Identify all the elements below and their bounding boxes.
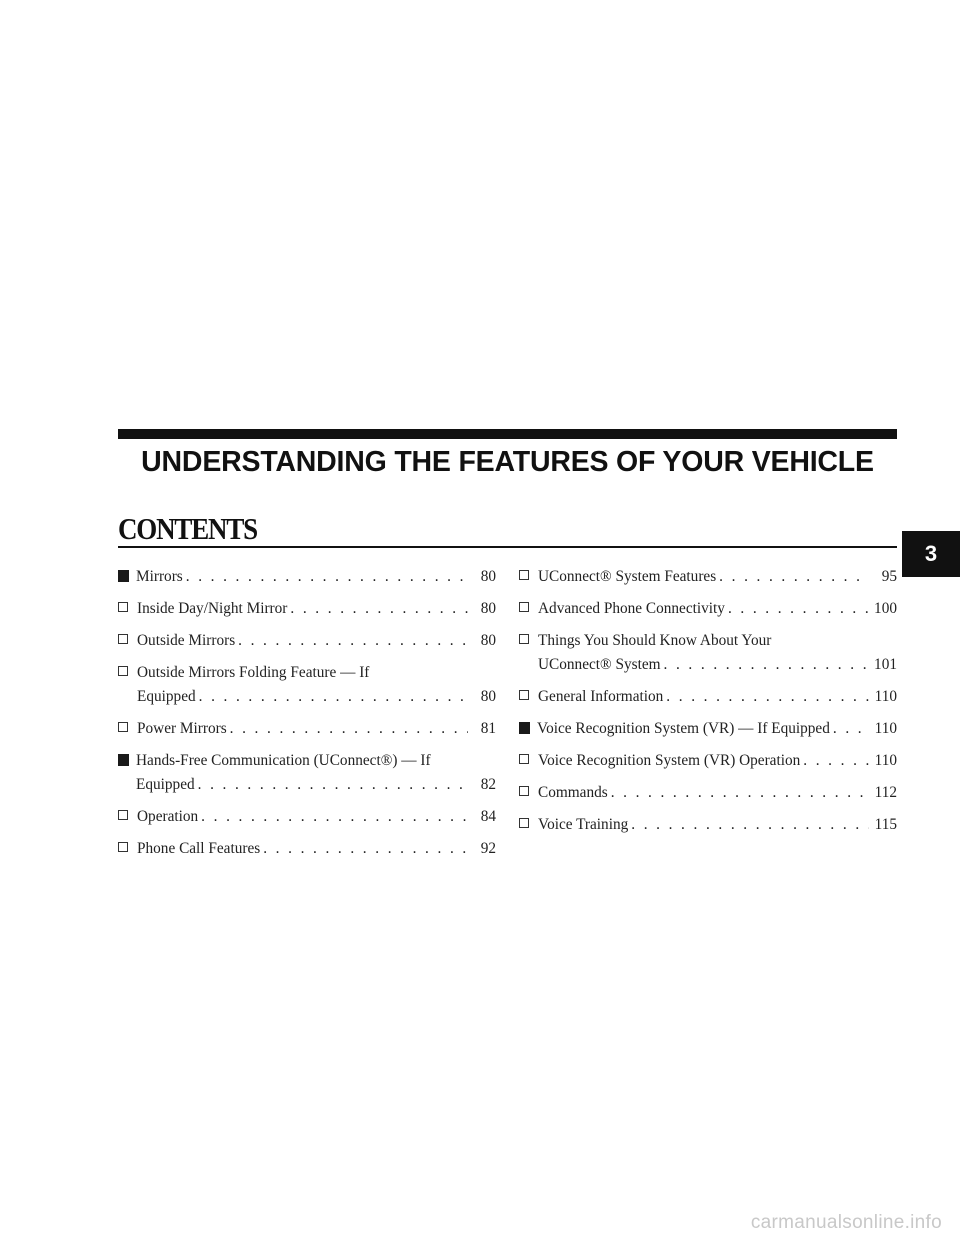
dot-leader (263, 837, 468, 861)
toc-entry-title: Inside Day/Night Mirror (137, 600, 288, 617)
toc-entry-title: Things You Should Know About Your (538, 632, 772, 649)
toc-entry-line (538, 653, 897, 677)
dot-leader (198, 773, 468, 797)
toc-subsection-entry[interactable] (519, 813, 897, 837)
dot-leader (290, 597, 468, 621)
dot-leader (833, 717, 869, 741)
toc-entry-line (136, 565, 496, 589)
toc-entry-title: Operation (137, 808, 199, 825)
toc-left-column (118, 565, 496, 869)
toc-subsection-entry[interactable] (118, 597, 496, 621)
toc-page-number: 84 (480, 808, 496, 825)
toc-entry-title: Equipped (136, 776, 195, 793)
toc-subsection-entry[interactable] (519, 565, 897, 589)
dot-leader (728, 597, 868, 621)
toc-entry-line (136, 773, 496, 797)
watermark: carmanualsonline.info (750, 1212, 942, 1233)
toc-page-number: 80 (480, 632, 496, 649)
toc-entry-title: Outside Mirrors (137, 632, 236, 649)
toc-entry-title: Mirrors (136, 568, 183, 585)
dot-leader (803, 749, 868, 773)
toc-entry-title: Voice Recognition System (VR) — If Equipped (537, 720, 830, 737)
toc-entry-title: Commands (538, 784, 608, 801)
open-square-bullet-icon (519, 781, 529, 805)
toc-entry-line (137, 597, 496, 621)
toc-subsection-entry[interactable] (519, 781, 897, 805)
toc-page-number: 95 (881, 568, 897, 585)
toc-entry-line (137, 685, 496, 709)
dot-leader (201, 805, 468, 829)
dot-leader (611, 781, 869, 805)
toc-subsection-entry[interactable] (118, 717, 496, 741)
toc-entry-title: Voice Recognition System (VR) Operation (538, 752, 801, 769)
filled-square-bullet-icon (118, 565, 129, 589)
toc-subsection-entry[interactable] (519, 749, 897, 773)
open-square-bullet-icon (118, 837, 128, 861)
dot-leader (230, 717, 468, 741)
toc-entry-title: Phone Call Features (137, 840, 261, 857)
toc-page-number: 80 (480, 688, 496, 705)
open-square-bullet-icon (519, 565, 529, 589)
open-square-bullet-icon (519, 629, 529, 653)
toc-entry-line (136, 749, 496, 773)
filled-square-bullet-icon (519, 717, 530, 741)
toc-entry-line (538, 749, 897, 773)
dot-leader (199, 685, 468, 709)
contents-rule (118, 546, 897, 548)
toc-page-number: 100 (874, 600, 897, 617)
toc-entry-line (137, 805, 496, 829)
toc-entry-title: General Information (538, 688, 664, 705)
toc-subsection-entry[interactable] (519, 597, 897, 621)
toc-entry-title: Voice Training (538, 816, 629, 833)
toc-page-number: 80 (480, 568, 496, 585)
toc-entry-title: UConnect® System (538, 656, 661, 673)
filled-square-bullet-icon (118, 749, 129, 773)
dot-leader (719, 565, 869, 589)
chapter-tab[interactable]: 3 (902, 531, 960, 577)
toc-entry-line (538, 685, 897, 709)
contents-heading: CONTENTS (118, 512, 257, 546)
open-square-bullet-icon (118, 661, 128, 685)
toc-entry-line (538, 629, 897, 653)
dot-leader (664, 653, 869, 677)
toc-subsection-entry[interactable] (118, 661, 496, 709)
toc-page-number: 80 (480, 600, 496, 617)
dot-leader (631, 813, 868, 837)
toc-entry-title: Outside Mirrors Folding Feature — If (137, 664, 370, 681)
open-square-bullet-icon (519, 685, 529, 709)
toc-subsection-entry[interactable] (118, 837, 496, 861)
toc-page-number: 115 (874, 816, 897, 833)
toc-section-entry[interactable] (118, 749, 496, 797)
toc-entry-title: Power Mirrors (137, 720, 227, 737)
open-square-bullet-icon (519, 813, 529, 837)
toc-page-number: 110 (874, 720, 897, 737)
toc-entry-line (538, 813, 897, 837)
open-square-bullet-icon (118, 717, 128, 741)
toc-page-number: 92 (480, 840, 496, 857)
toc-entry-title: Equipped (137, 688, 196, 705)
toc-subsection-entry[interactable] (519, 685, 897, 709)
dot-leader (666, 685, 868, 709)
toc-subsection-entry[interactable] (118, 629, 496, 653)
toc-entry-line (538, 597, 897, 621)
toc-entry-title: Advanced Phone Connectivity (538, 600, 725, 617)
toc-entry-title: UConnect® System Features (538, 568, 717, 585)
toc-page-number: 110 (874, 752, 897, 769)
toc-page-number: 112 (874, 784, 897, 801)
chapter-title: UNDERSTANDING THE FEATURES OF YOUR VEHICLE (141, 446, 874, 478)
open-square-bullet-icon (118, 629, 128, 653)
toc-page-number: 81 (480, 720, 496, 737)
toc-entry-line (137, 717, 496, 741)
toc-entry-line (137, 629, 496, 653)
open-square-bullet-icon (118, 597, 128, 621)
toc-page-number: 110 (874, 688, 897, 705)
open-square-bullet-icon (118, 805, 128, 829)
toc-subsection-entry[interactable] (118, 805, 496, 829)
toc-right-column (519, 565, 897, 845)
toc-section-entry[interactable] (118, 565, 496, 589)
toc-section-entry[interactable] (519, 717, 897, 741)
dot-leader (186, 565, 468, 589)
toc-entry-line (137, 837, 496, 861)
toc-subsection-entry[interactable] (519, 629, 897, 677)
toc-entry-line (538, 781, 897, 805)
toc-page-number: 82 (480, 776, 496, 793)
open-square-bullet-icon (519, 597, 529, 621)
toc-entry-title: Hands-Free Communication (UConnect®) — If (136, 752, 431, 769)
toc-entry-line (137, 661, 496, 685)
toc-entry-line (538, 565, 897, 589)
toc-entry-line (537, 717, 897, 741)
dot-leader (238, 629, 468, 653)
toc-page-number: 101 (874, 656, 897, 673)
chapter-top-rule (118, 429, 897, 439)
open-square-bullet-icon (519, 749, 529, 773)
